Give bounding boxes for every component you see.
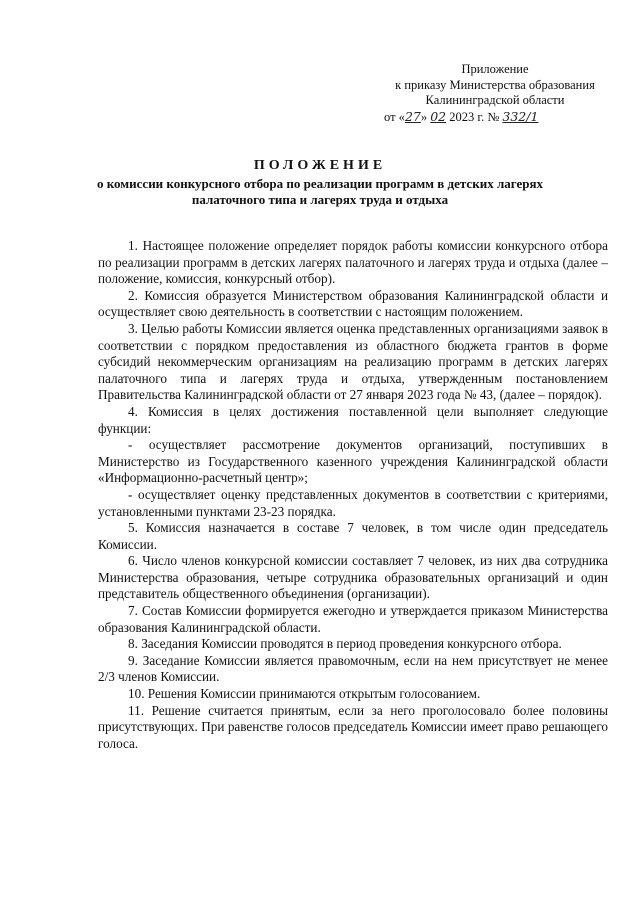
annex-line-1: Приложение: [461, 62, 529, 76]
paragraph-4: 4. Комиссия в целях достижения поставленной цели выполняет следующие функции:: [98, 403, 608, 436]
paragraph-7: 7. Состав Комиссии формируется ежегодно и утверждается приказом Министерства образования Калининградской области.: [98, 603, 608, 635]
document-title: ПОЛОЖЕНИЕ: [253, 158, 387, 173]
paragraph-8: 8. Заседания Комиссии проводятся в период проведения конкурсного отбора.: [128, 636, 562, 652]
paragraph-5: 5. Комиссия назначается в составе 7 человек, в том числе один председатель Комиссии.: [98, 520, 608, 552]
paragraph-1: 1. Настоящее положение определяет порядок работы комиссии конкурсного отбора по реализации программ в детских лагерях палаточного и лагерях труда и отдыха (далее – положение, комиссия, конкурсный отбор).: [98, 238, 608, 287]
annex-header: [380, 62, 610, 125]
paragraph-4-item-1: - осуществляет рассмотрение документов организаций, поступивших в Министерство из Государственного казенного учреждения Калининградской области «Информационно-расчетный центр»;: [98, 437, 608, 486]
paragraph-10: 10. Решения Комиссии принимаются открытым голосованием.: [128, 686, 481, 702]
paragraph-9: 9. Заседание Комиссии является правомочным, если на нем присутствует не менее 2/3 членов Комиссии.: [98, 652, 608, 685]
paragraph-3: 3. Целью работы Комиссии является оценка представленных организациями заявок в соответствии с порядком предоставления из областного бюджета грантов в форме субсидий некоммерческим организациям на реализацию программ в детских лагерях палаточного типа и лагерях труда и отдыха, утвержденным постановлением Правительства Калининградской области от 27 января 2023 года № 43, (далее – порядок).: [98, 320, 608, 403]
handwritten-day: 27: [404, 108, 421, 124]
handwritten-number: 332/1: [502, 108, 539, 124]
paragraph-2: 2. Комиссия образуется Министерством образования Калининградской области и осуществляет свою деятельность в соответствии с настоящим положением.: [98, 287, 608, 320]
paragraph-6: 6. Число членов конкурсной комиссии составляет 7 человек, из них два сотрудника Министерства образования, четыре сотрудника образовательных организаций и один представитель общественного объединения (организации).: [98, 553, 608, 602]
annex-line-2: к приказу Министерства образования: [395, 77, 595, 92]
annex-date-line: от «27» 02 2023 г. № 332/1: [384, 108, 539, 124]
document-subtitle: о комиссии конкурсного отбора по реализации программ в детских лагерях палаточного типа и лагерях труда и отдыха: [96, 176, 543, 207]
paragraph-11: 11. Решение считается принятым, если за него проголосовало более половины присутствующих. При равенстве голосов председатель Комиссии имеет право решающего голоса.: [98, 702, 608, 751]
paragraph-4-item-2: - осуществляет оценку представленных документов в соответствии с критериями, установленными пунктами 23-23 порядка.: [98, 486, 608, 519]
handwritten-month: 02: [430, 108, 447, 124]
annex-line-3: Калининградской области: [425, 93, 565, 107]
document-body: [98, 238, 608, 752]
